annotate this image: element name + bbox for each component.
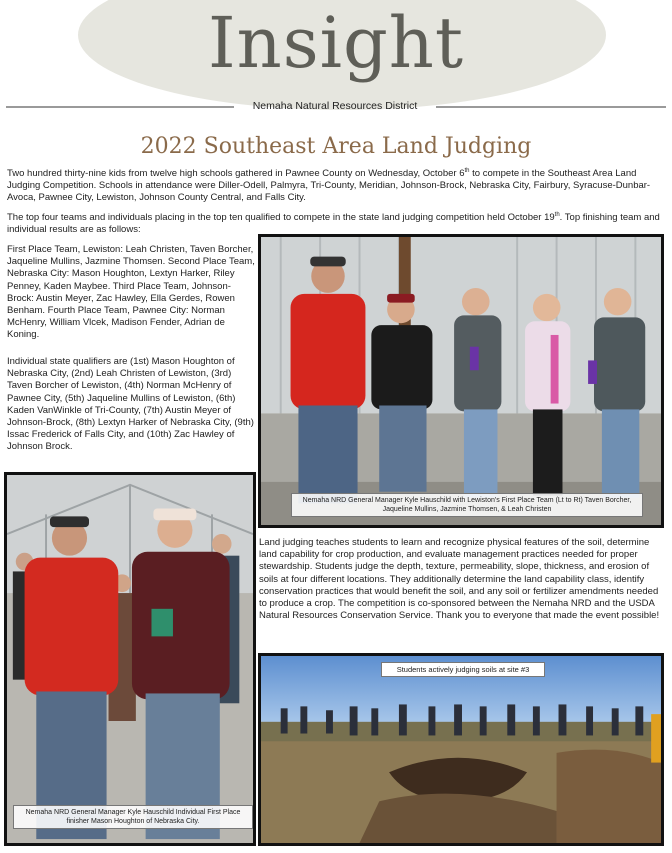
masthead-divider-left bbox=[6, 106, 234, 108]
individual-results: Individual state qualifiers are (1st) Mason Houghton of Nebraska City, (2nd) Leah Christen of Lewiston, (3rd) Taven Borcher of Lewiston, (4th) Norman McHenry of Pawnee City, (5th) Jaqueline Mullins of Lewiston, (6th) Kaden VanWinkle of Tri-County, (7th) Austin Meyer of Johnson-Brock, (8th) Lextyn Harker of Nebraska City, (9th) Issac Frederick of Falls City, and (10th) Zac Hawley of Johnson Brock. bbox=[7, 356, 254, 453]
qualifier-text-1: The top four teams and individuals placing in the top ten qualified to compete in the state land judging competition held October 19 bbox=[7, 212, 555, 223]
qualifier-sup: th bbox=[554, 211, 560, 218]
team-photo-image bbox=[261, 237, 661, 525]
qualifier-paragraph bbox=[7, 212, 663, 236]
organization-name: Nemaha Natural Resources District bbox=[252, 100, 418, 112]
team-results: First Place Team, Lewiston: Leah Christen, Taven Borcher, Jaqueline Mullins, Jazmine Thomsen. Second Place Team, Nebraska City: Mason Houghton, Lextyn Harker, Riley Penney, Kaden Maybee. Third Place Team, Johnson-Brock: Austin Meyer, Zac Hawley, Ella Gerdes, Rowen Benham. Fourth Place Team, Pawnee City: Norman McHenry, William Vlcek, Madison Fender, Adrian de Koning. bbox=[7, 244, 255, 341]
intro-text-2: to compete in the Southeast Area Land Judging Competition. Schools in attendance were Diller-Odell, Palmyra, Tri-County, Meridian, Johnson-Brock, Nebraska City, Fairbury, Syracuse-Dunbar-Avoca, Pawnee City, Lewiston, Johnson County Central, and Falls City. bbox=[7, 168, 651, 204]
intro-paragraph bbox=[7, 168, 663, 205]
article-headline: 2022 Southeast Area Land Judging bbox=[140, 134, 532, 159]
field-photo bbox=[258, 653, 664, 846]
team-photo bbox=[258, 234, 664, 528]
newsletter-title: Insight bbox=[207, 2, 465, 84]
individual-photo bbox=[4, 472, 256, 846]
qualifier-text-2: . Top finishing team and individual results are as follows: bbox=[7, 212, 660, 236]
about-paragraph: Land judging teaches students to learn and recognize physical features of the soil, determine land capability for crop production, and evaluate management practices needed for proper stewardship. Students judge the depth, texture, permeability, slope, thickness, and erosion of soils at four different locations. They additionally determine the land capability class, identify conservation practices that would benefit the soil, and any soil or fertilizer amendments needed to produce a crop. The competition is co-sponsored between the Nemaha NRD and the USDA Natural Resources Conservation Service. Thank you to everyone that made the event possible! bbox=[259, 537, 660, 622]
intro-sup: th bbox=[464, 167, 470, 174]
team-photo-caption: Nemaha NRD General Manager Kyle Hauschild with Lewiston's First Place Team (Lt to Rt) Taven Borcher, Jaqueline Mullins, Jazmine Thomsen, & Leah Christen bbox=[291, 493, 643, 517]
individual-photo-image bbox=[7, 475, 253, 843]
field-photo-caption: Students actively judging soils at site #3 bbox=[381, 662, 545, 677]
field-photo-image bbox=[261, 656, 661, 843]
masthead-divider-right bbox=[436, 106, 666, 108]
intro-text-1: Two hundred thirty-nine kids from twelve high schools gathered in Pawnee County on Wednesday, October 6 bbox=[7, 168, 465, 179]
individual-photo-caption: Nemaha NRD General Manager Kyle Hauschild Individual First Place finisher Mason Houghton of Nebraska City. bbox=[13, 805, 253, 829]
